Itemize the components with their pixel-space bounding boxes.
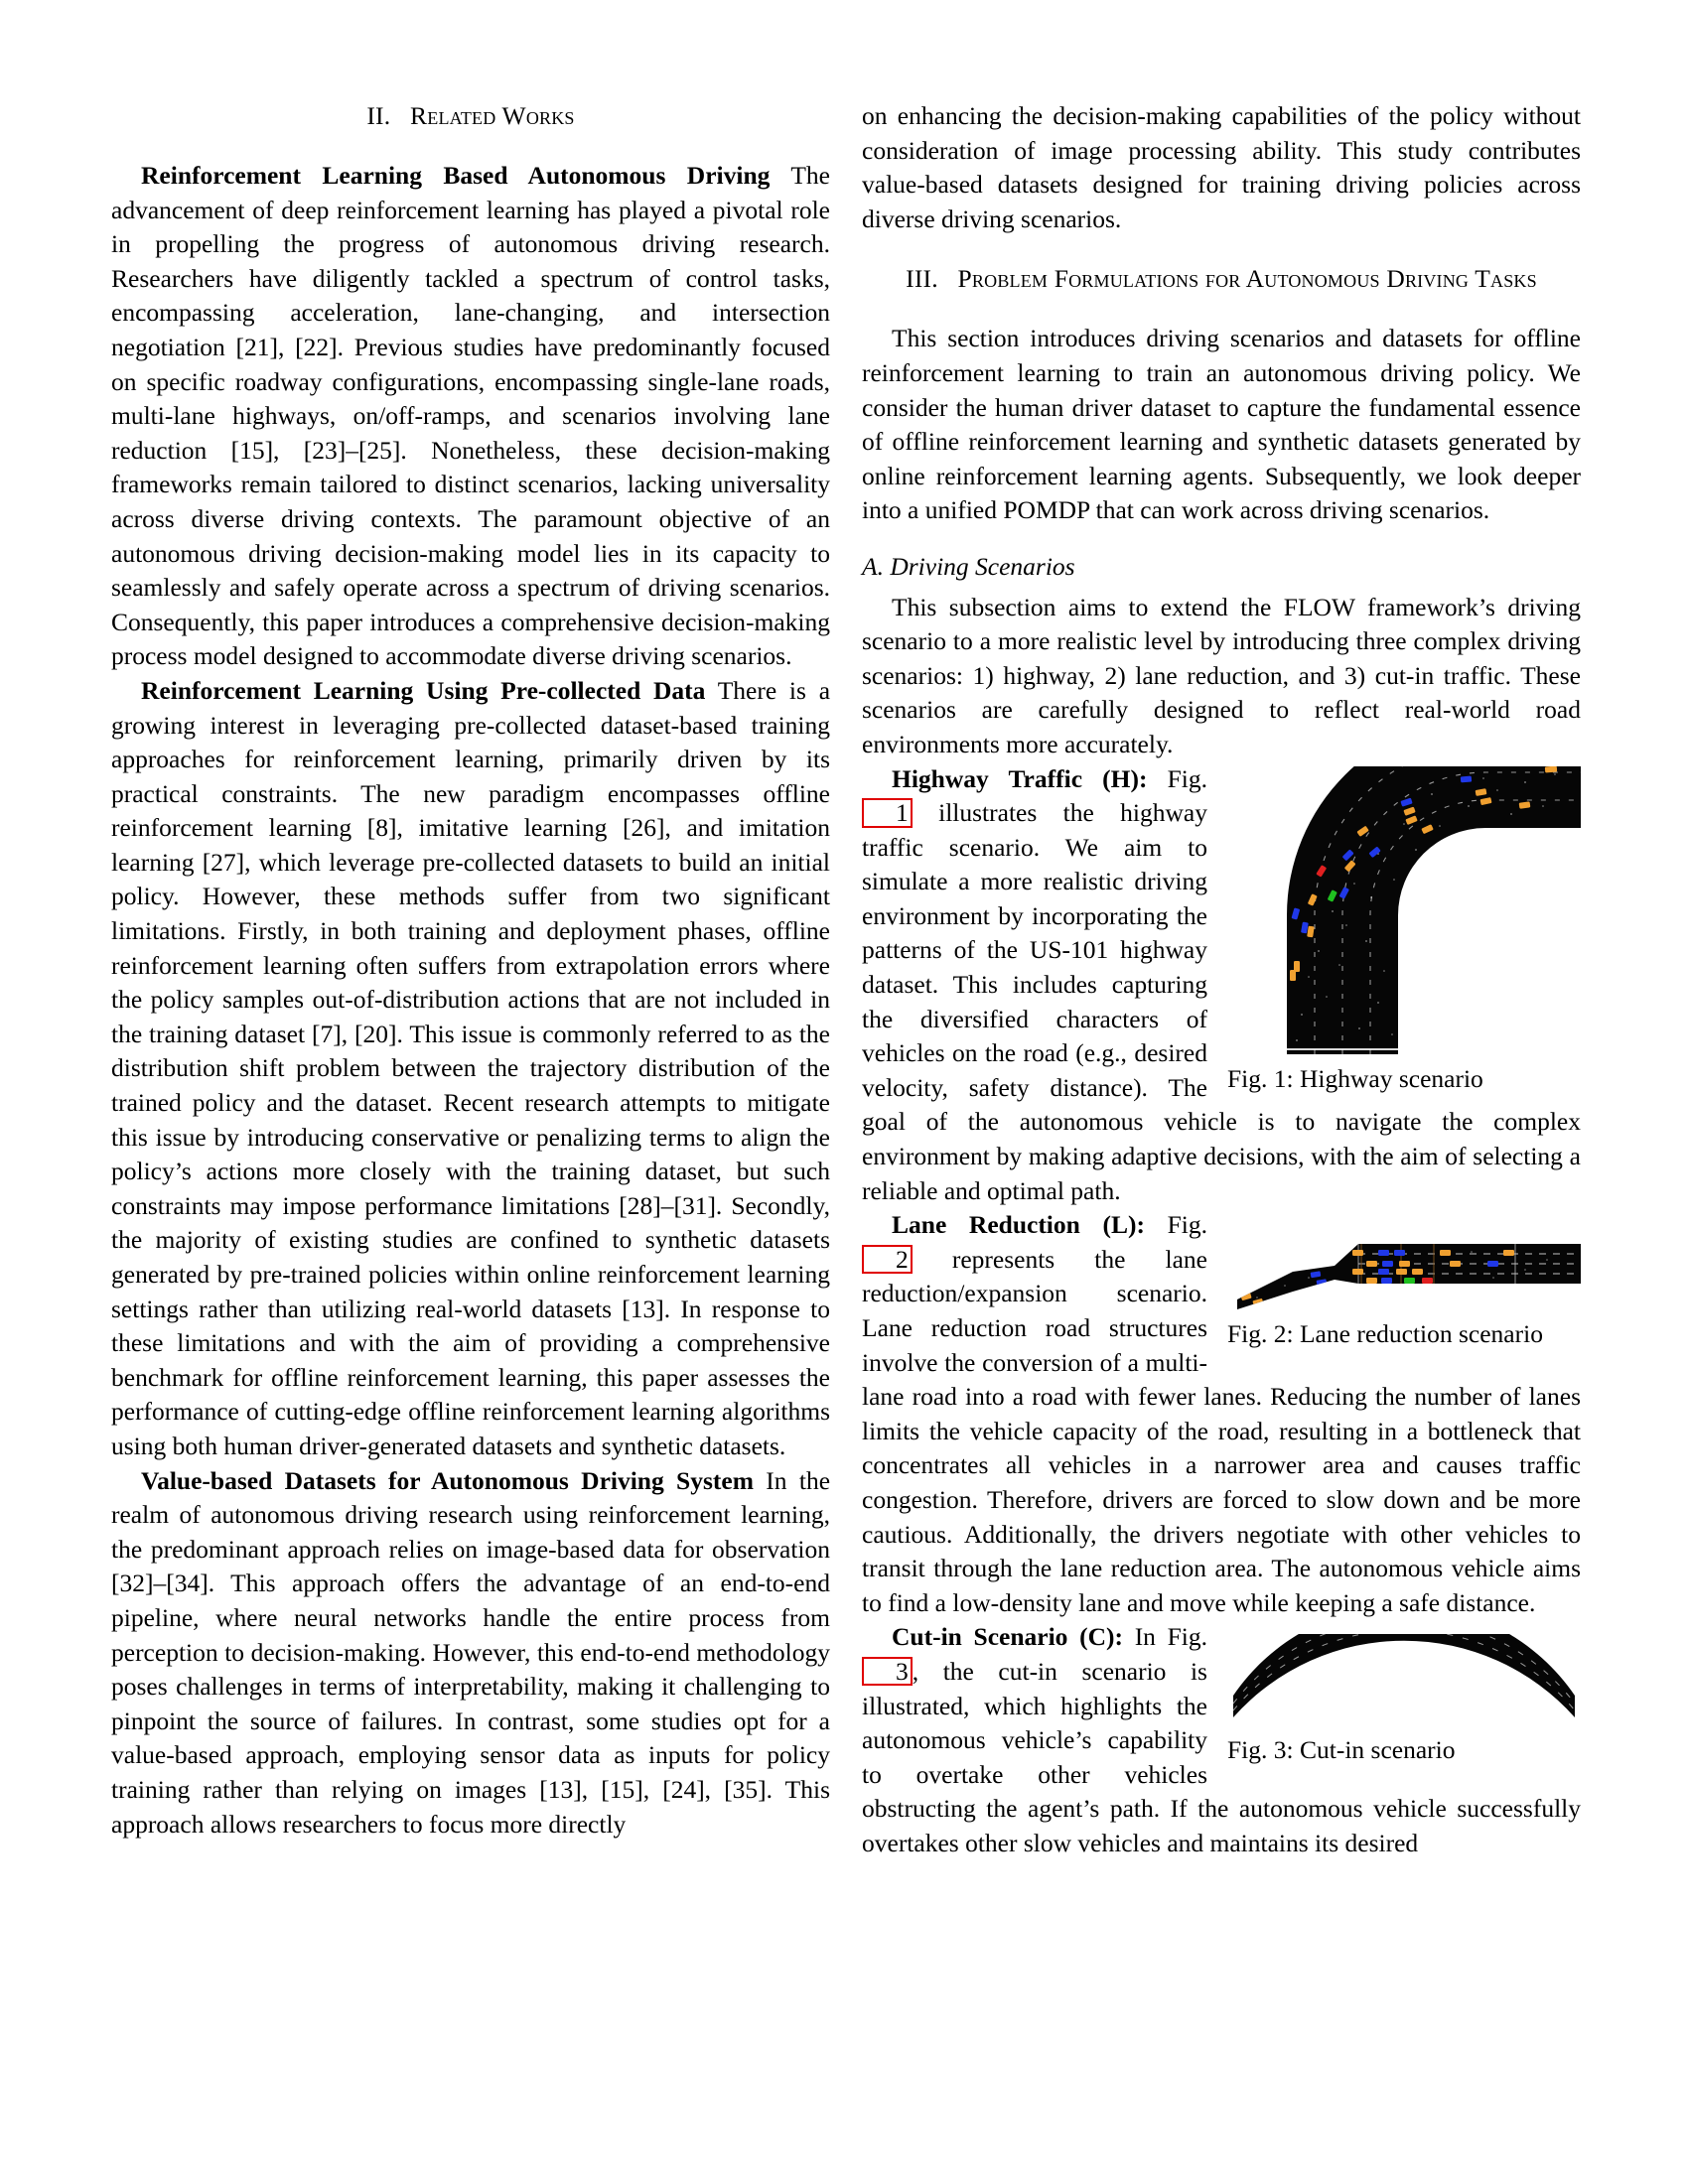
paragraph-body: , the cut-in scenario is illustrated, which highlights the autonomous vehicle’s capability to overtake other vehicles obstructing the agent’s path. If the autonomous vehicle successfully overtakes other slow vehicles and maintains its desired bbox=[862, 1656, 1581, 1857]
paragraph-rl-precollected bbox=[111, 674, 830, 1464]
paragraph-body: In the realm of autonomous driving research using reinforcement learning, the predominant approach relies on image-based data for observation [32]–[34]. This approach offers the advantage of an end-to-end pipeline, where neural networks handle the entire process from perception to decision-making. However, this end-to-end methodology poses challenges in terms of interpretability, making it challenging to pinpoint the source of failures. In contrast, some studies opt for a value-based approach, employing sensor data as inputs for policy training rather than relying on images [13], [15], [24], [35]. This approach allows researchers to focus more directly bbox=[111, 1465, 831, 1839]
road-surface bbox=[1287, 766, 1581, 1054]
section-heading-problem-formulations bbox=[862, 262, 1581, 296]
vehicle-markers bbox=[1262, 1665, 1531, 1709]
paragraph-driving-scenarios: This subsection aims to extend the FLOW framework’s driving scenario to a more realistic level by introducing three complex driving scenarios: 1) highway, 2) lane reduction, and 3) cut-in traffic. These scenarios are carefully designed to reflect real-world road environments more accurately. bbox=[862, 592, 1581, 758]
road-surface bbox=[1233, 1634, 1575, 1717]
figure-2-image bbox=[1227, 1222, 1581, 1309]
cutin-graphic bbox=[1227, 1634, 1581, 1725]
figure-3-caption bbox=[1227, 1733, 1581, 1768]
section-heading-related-works bbox=[111, 99, 830, 133]
figure-3-caption-text: Cut-in scenario bbox=[1299, 1735, 1456, 1765]
figure-ref-lead: Fig. bbox=[1167, 763, 1208, 793]
figure-1-caption-text: Highway scenario bbox=[1299, 1063, 1483, 1093]
figure-1-block bbox=[1227, 766, 1581, 1097]
paragraph-rl-based-ad bbox=[111, 159, 830, 674]
figure-3-label: Fig. 3: bbox=[1227, 1735, 1294, 1765]
paragraph-value-based-datasets bbox=[111, 1464, 830, 1843]
paragraph-section3-intro: This section introduces driving scenarios and datasets for offline reinforcement learning to train an autonomous driving policy. We consider the human driver dataset to capture the fundamental essence of offline reinforcement learning and synthetic datasets generated by online reinforcement learning agents. Subsequently, we look deeper into a unified POMDP that can work across driving scenarios. bbox=[862, 324, 1581, 525]
figure-1-caption bbox=[1227, 1062, 1581, 1097]
subsection-heading-driving-scenarios: A. Driving Scenarios bbox=[862, 551, 1075, 581]
runin-heading-cutin-scenario: Cut-in Scenario (C): bbox=[892, 1622, 1123, 1652]
lane-reduction-graphic bbox=[1227, 1222, 1581, 1309]
left-column bbox=[111, 99, 830, 1842]
paragraph-continuation: on enhancing the decision-making capabilities of the policy without consideration of image processing ability. This study contributes value-based datasets designed for training driving policies across diverse driving scenarios. bbox=[862, 101, 1581, 233]
paragraph-body: represents the lane reduction/expansion scenario. Lane reduction road structures involve the conversion of a multi-lane road into a road with fewer lanes. Reducing the number of lanes limits the vehicle capacity of the road, resulting in a bottleneck that concentrates all vehicles in a narrower area and causes traffic congestion. Therefore, drivers are forced to slow down and be more cautious. Additionally, the drivers negotiate with other vehicles to transit through the lane reduction area. The autonomous vehicle aims to find a low-density lane and move while keeping a safe distance. bbox=[862, 1244, 1581, 1617]
paragraph-body: There is a growing interest in leveraging pre-collected dataset-based training approaches for reinforcement learning, primarily driven by its practical constraints. The new paradigm encompasses offline reinforcement learning [8], imitative learning [26], and imitation learning [27], which leverage pre-collected datasets to build an initial policy. However, these methods suffer from two significant limitations. Firstly, in both training and deployment phases, offline reinforcement learning often suffers from extrapolation errors where the policy samples out-of-distribution actions that are not included in the training dataset [7], [20]. This issue is commonly referred to as the distribution shift problem between the trajectory distribution of the trained policy and the dataset. Recent research attempts to mitigate this issue by introducing conservative or penalizing terms to align the policy’s actions more closely with the training dataset, but such constraints may impose performance limitations [28]–[31]. Secondly, the majority of existing studies are confined to synthetic datasets generated by pre-trained policies within online reinforcement learning settings rather than utilizing real-world datasets [13]. In response to these limitations and with the aim of providing a comprehensive benchmark for offline reinforcement learning, this paper assesses the performance of cutting-edge offline reinforcement learning algorithms using both human driver-generated datasets and synthetic datasets. bbox=[111, 675, 831, 1460]
figure-1-reference-link[interactable]: 1 bbox=[862, 798, 913, 828]
figure-2-caption bbox=[1227, 1317, 1581, 1352]
figure-2-reference-link[interactable]: 2 bbox=[862, 1245, 913, 1275]
runin-heading-lane-reduction: Lane Reduction (L): bbox=[892, 1210, 1145, 1240]
runin-heading-rl-precollected: Reinforcement Learning Using Pre-collected Data bbox=[141, 675, 706, 705]
figure-3-reference-link[interactable]: 3 bbox=[862, 1657, 913, 1687]
figure-2-label: Fig. 2: bbox=[1227, 1319, 1294, 1349]
section-title: Problem Formulations for Autonomous Driving Tasks bbox=[957, 264, 1537, 294]
highway-arc-graphic bbox=[1227, 766, 1581, 1054]
paragraph-body: illustrates the highway traffic scenario. We aim to simulate a more realistic driving environment by incorporating the patterns of the US-101 highway dataset. This includes capturing the diversified characters of vehicles on the road (e.g., desired velocity, safety distance). The goal of the autonomous vehicle is to navigate the complex environment by making adaptive decisions, with the aim of selecting a reliable and optimal path. bbox=[862, 798, 1581, 1205]
section-numeral: II. bbox=[366, 101, 391, 130]
figure-1-label: Fig. 1: bbox=[1227, 1063, 1294, 1093]
figure-ref-lead: Fig. bbox=[1167, 1210, 1207, 1240]
figure-2-block bbox=[1227, 1222, 1581, 1352]
right-column bbox=[862, 99, 1581, 1861]
runin-heading-value-based-datasets: Value-based Datasets for Autonomous Driving System bbox=[141, 1465, 754, 1495]
paragraph-body: The advancement of deep reinforcement learning has played a pivotal role in propelling the progress of autonomous driving research. Researchers have diligently tackled a spectrum of control tasks, encompassing acceleration, lane-changing, and intersection negotiation [21], [22]. Previous studies have predominantly focused on specific roadway configurations, encompassing single-lane roads, multi-lane highways, on/off-ramps, and scenarios involving lane reduction [15], [23]–[25]. Nonetheless, these decision-making frameworks remain tailored to distinct scenarios, lacking universality across diverse driving contexts. The paramount objective of an autonomous driving decision-making model lies in its capacity to seamlessly and safely operate across a spectrum of driving scenarios. Consequently, this paper introduces a comprehensive decision-making process model designed to accommodate diverse driving scenarios. bbox=[111, 161, 830, 671]
figure-ref-lead: In Fig. bbox=[1134, 1622, 1208, 1652]
figure-1-image bbox=[1227, 766, 1581, 1054]
figure-3-block bbox=[1227, 1634, 1581, 1768]
section-numeral: III. bbox=[906, 264, 938, 294]
figure-3-image bbox=[1227, 1634, 1581, 1725]
runin-heading-highway-traffic: Highway Traffic (H): bbox=[892, 763, 1148, 793]
figure-2-caption-text: Lane reduction scenario bbox=[1299, 1319, 1543, 1349]
runin-heading-rl-based-ad: Reinforcement Learning Based Autonomous Driving bbox=[141, 161, 771, 190]
section-title: Related Works bbox=[410, 101, 575, 130]
